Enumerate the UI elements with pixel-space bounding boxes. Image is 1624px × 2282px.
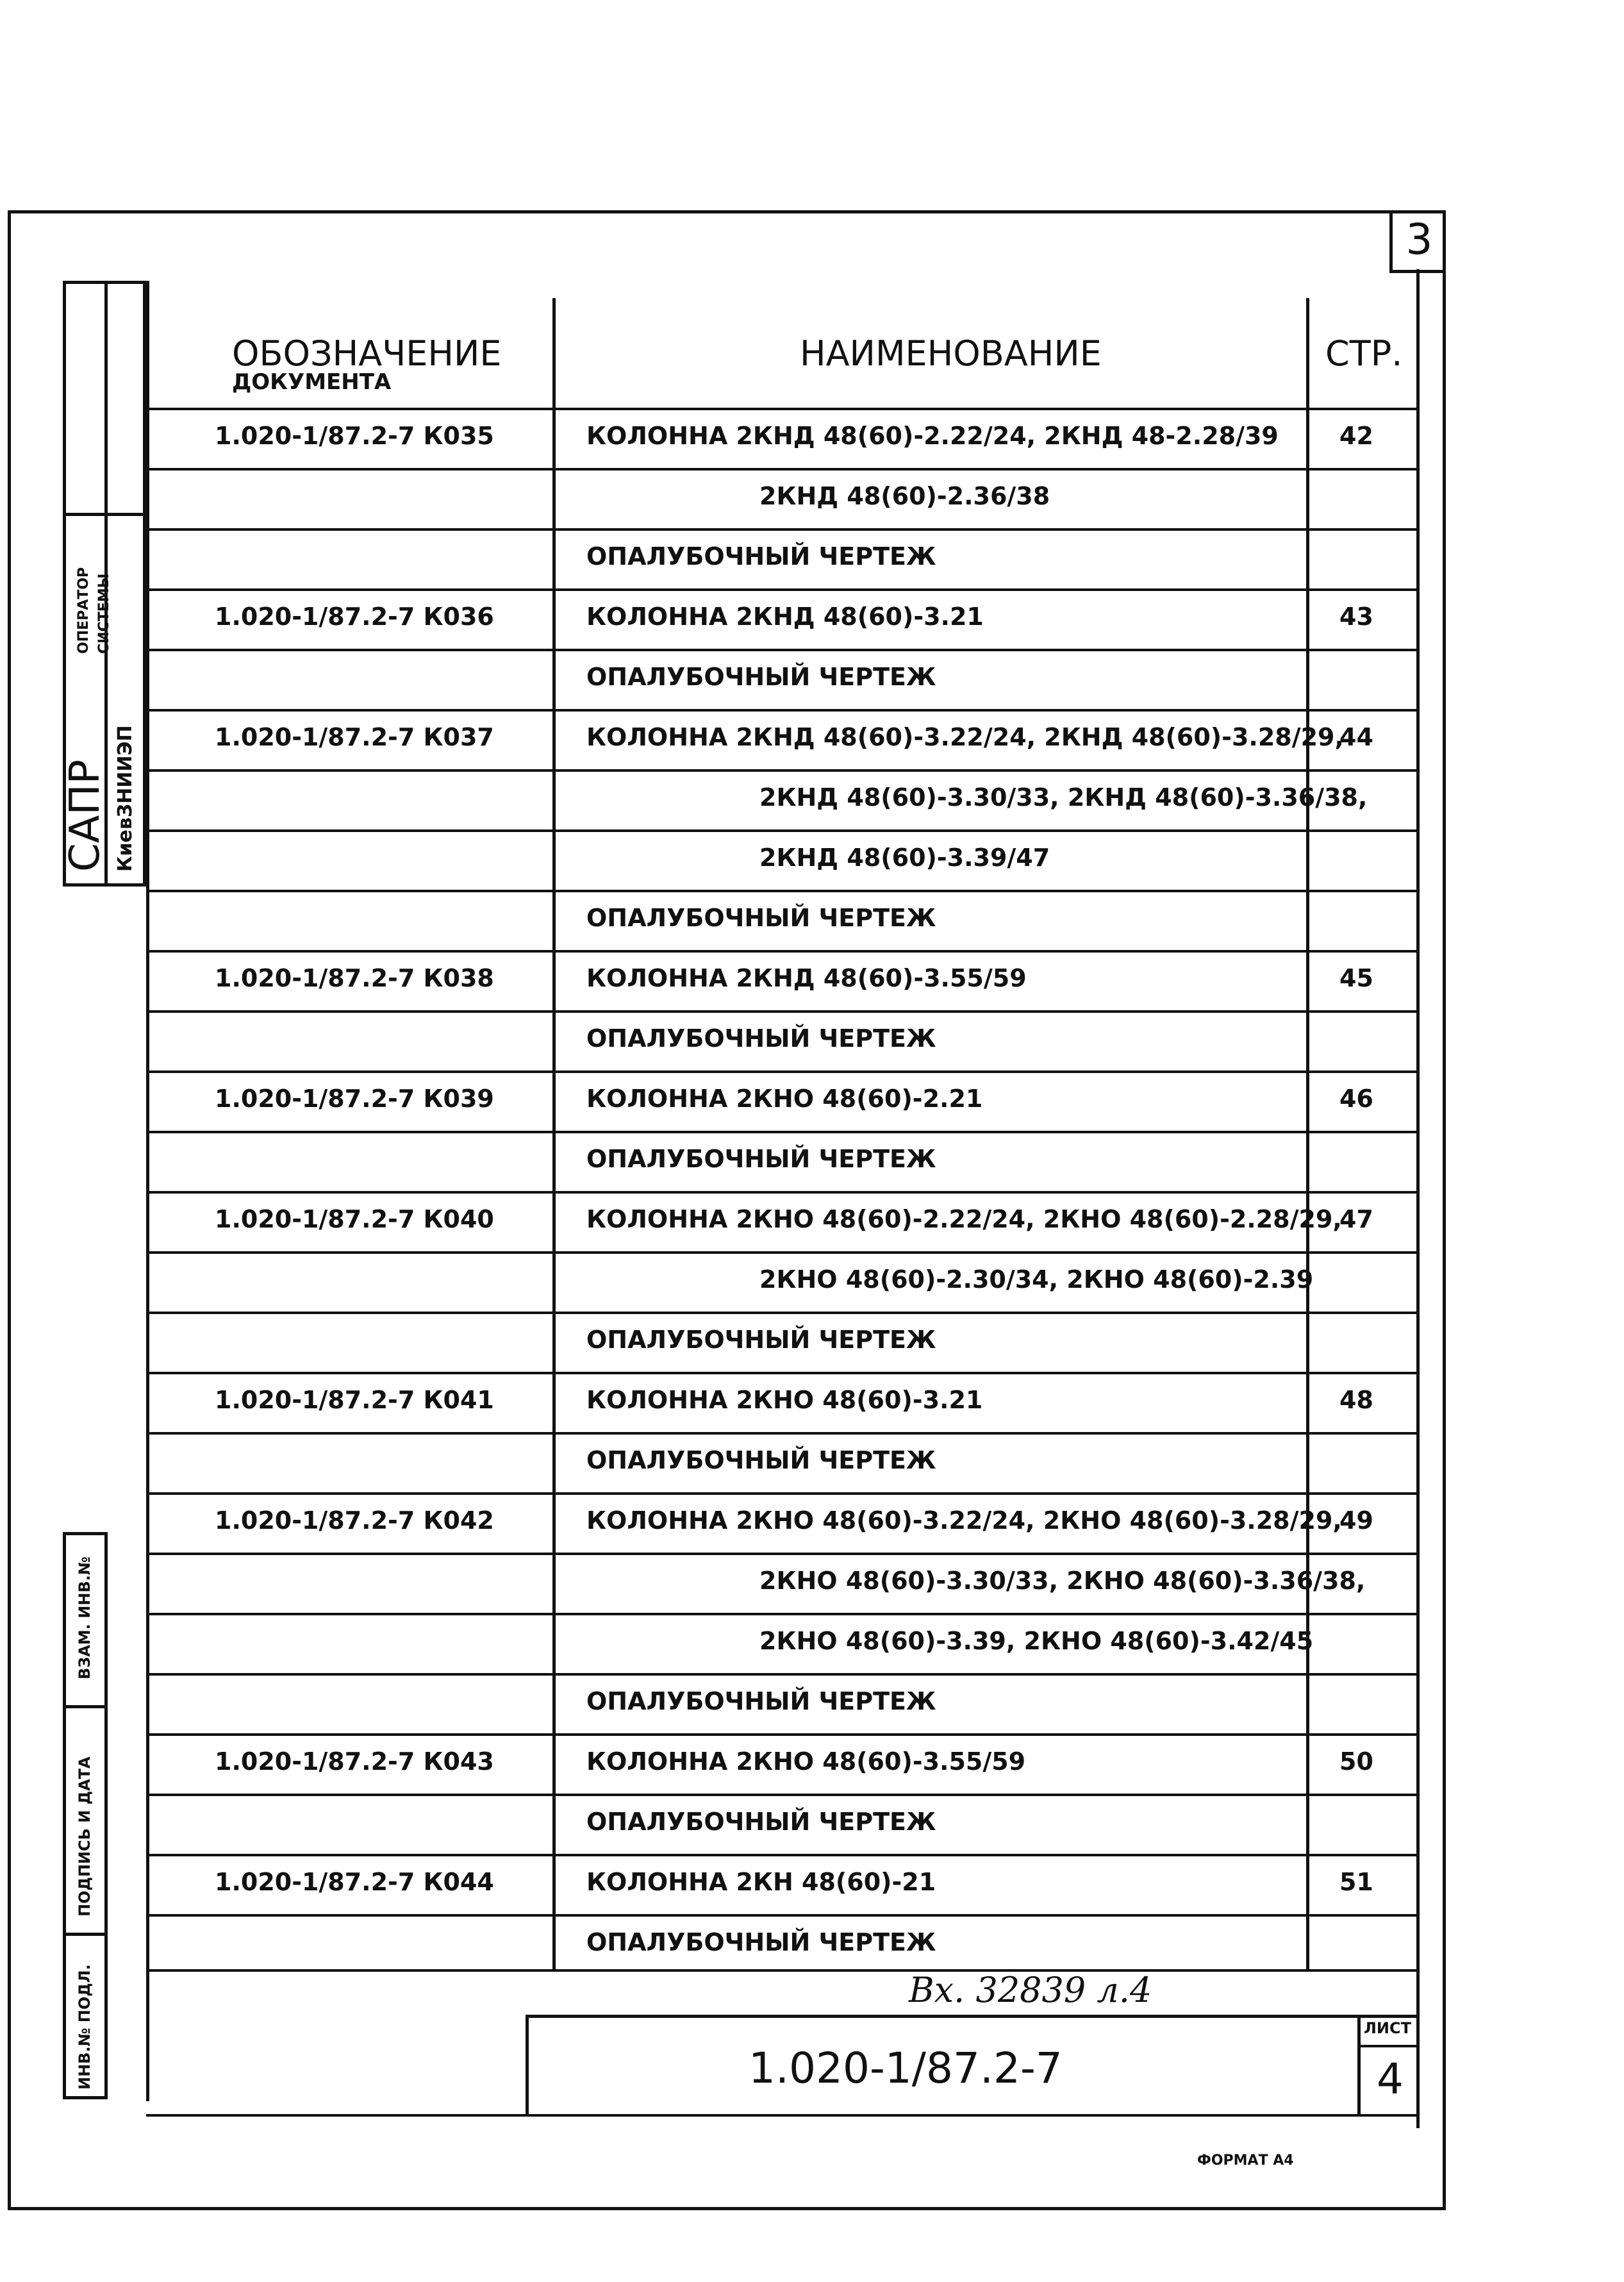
row-name: КОЛОННА 2КНД 48(60)-3.21: [586, 603, 984, 631]
row-name: КОЛОННА 2КНО 48(60)-3.55/59: [586, 1747, 1026, 1776]
row-separator: [146, 1131, 1419, 1133]
row-page: 51: [1339, 1868, 1373, 1896]
title-code: 1.020-1/87.2-7: [749, 2044, 1063, 2093]
row-name: КОЛОННА 2КНО 48(60)-3.22/24, 2КНО 48(60)-3.28/29,: [586, 1506, 1342, 1535]
header-doc-sub: ДОКУМЕНТА: [232, 369, 392, 395]
side-stamp-bottom-divider-2: [63, 1933, 108, 1936]
row-separator: [146, 1613, 1419, 1615]
row-separator: [146, 1733, 1419, 1736]
row-separator: [146, 1432, 1419, 1435]
row-doc-code: 1.020-1/87.2-7 К036: [215, 603, 494, 631]
row-doc-code: 1.020-1/87.2-7 К038: [215, 964, 494, 992]
row-name: ОПАЛУБОЧНЫЙ ЧЕРТЕЖ: [586, 663, 936, 691]
row-separator: [146, 588, 1419, 591]
row-separator: [146, 468, 1419, 471]
sapr-label: САПР: [62, 759, 109, 872]
row-name: КОЛОННА 2КНД 48(60)-3.55/59: [586, 964, 1027, 992]
row-separator: [146, 1070, 1419, 1073]
operator-label: ОПЕРАТОР: [76, 567, 92, 654]
row-doc-code: 1.020-1/87.2-7 К043: [215, 1747, 494, 1776]
inv-label: ИНВ.№ ПОДЛ.: [76, 1964, 94, 2090]
row-doc-code: 1.020-1/87.2-7 К041: [215, 1386, 494, 1414]
row-page: 45: [1339, 964, 1373, 992]
row-page: 42: [1339, 422, 1373, 450]
handwritten-note: Вх. 32839 л.4: [909, 1970, 1152, 2010]
row-name: КОЛОННА 2КНО 48(60)-2.21: [586, 1085, 983, 1113]
row-separator: [146, 649, 1419, 651]
row-name: 2КНО 48(60)-3.39, 2КНО 48(60)-3.42/45: [759, 1627, 1314, 1655]
header-page: СТР.: [1325, 333, 1403, 374]
row-name: 2КНО 48(60)-3.30/33, 2КНО 48(60)-3.36/38,: [759, 1567, 1366, 1595]
row-page: 49: [1339, 1506, 1373, 1535]
row-name: ОПАЛУБОЧНЫЙ ЧЕРТЕЖ: [586, 1687, 936, 1715]
row-name: ОПАЛУБОЧНЫЙ ЧЕРТЕЖ: [586, 904, 936, 932]
row-name: ОПАЛУБОЧНЫЙ ЧЕРТЕЖ: [586, 1145, 936, 1173]
row-name: 2КНО 48(60)-2.30/34, 2КНО 48(60)-2.39: [759, 1265, 1314, 1294]
sheet-number: 4: [1377, 2054, 1404, 2104]
row-name: ОПАЛУБОЧНЫЙ ЧЕРТЕЖ: [586, 1928, 936, 1956]
system-label: СИСТЕМЫ: [96, 573, 112, 654]
side-stamp-bottom-divider-1: [63, 1705, 108, 1708]
row-separator: [146, 709, 1419, 712]
page-number: 3: [1389, 210, 1446, 273]
row-separator: [146, 1191, 1419, 1194]
row-name: ОПАЛУБОЧНЫЙ ЧЕРТЕЖ: [586, 1326, 936, 1354]
row-name: ОПАЛУБОЧНЫЙ ЧЕРТЕЖ: [586, 1024, 936, 1053]
row-separator: [146, 1794, 1419, 1796]
header-doc: ОБОЗНАЧЕНИЕ: [232, 333, 502, 374]
header-name: НАИМЕНОВАНИЕ: [800, 333, 1102, 374]
row-separator: [146, 1010, 1419, 1013]
row-name: ОПАЛУБОЧНЫЙ ЧЕРТЕЖ: [586, 1446, 936, 1474]
row-separator: [146, 829, 1419, 832]
row-separator: [146, 1854, 1419, 1856]
sheet-box-divider: [1357, 2045, 1419, 2047]
row-name: КОЛОННА 2КНД 48(60)-3.22/24, 2КНД 48(60)-3.28/29,: [586, 723, 1344, 751]
row-page: 44: [1339, 723, 1373, 751]
row-name: 2КНД 48(60)-3.30/33, 2КНД 48(60)-3.36/38,: [759, 783, 1368, 812]
org-label: КиевЗНИИЭП: [114, 725, 137, 872]
row-page: 48: [1339, 1386, 1373, 1414]
table-col-divider-1: [552, 298, 556, 1971]
row-page: 50: [1339, 1747, 1373, 1776]
row-separator: [146, 1673, 1419, 1676]
row-page: 47: [1339, 1205, 1373, 1233]
row-name: ОПАЛУБОЧНЫЙ ЧЕРТЕЖ: [586, 542, 936, 570]
row-separator: [146, 408, 1419, 410]
row-separator: [146, 769, 1419, 772]
row-separator: [146, 528, 1419, 531]
row-separator: [146, 1492, 1419, 1495]
row-name: КОЛОННА 2КНО 48(60)-3.21: [586, 1386, 983, 1414]
row-doc-code: 1.020-1/87.2-7 К035: [215, 422, 494, 450]
row-separator: [146, 1372, 1419, 1374]
row-name: 2КНД 48(60)-2.36/38: [759, 482, 1050, 510]
row-page: 46: [1339, 1085, 1373, 1113]
row-separator: [146, 1251, 1419, 1254]
vzam-label: ВЗАМ. ИНВ.№: [76, 1556, 94, 1679]
row-page: 43: [1339, 603, 1373, 631]
row-name: КОЛОННА 2КН 48(60)-21: [586, 1868, 936, 1896]
row-doc-code: 1.020-1/87.2-7 К040: [215, 1205, 494, 1233]
podpis-label: ПОДПИСЬ И ДАТА: [76, 1756, 94, 1917]
row-separator: [146, 1312, 1419, 1314]
sheet-label: ЛИСТ: [1364, 2019, 1412, 2037]
row-separator: [146, 890, 1419, 892]
row-name: 2КНД 48(60)-3.39/47: [759, 844, 1050, 872]
table-col-divider-2: [1306, 298, 1309, 1971]
row-name: ОПАЛУБОЧНЫЙ ЧЕРТЕЖ: [586, 1808, 936, 1836]
row-separator: [146, 950, 1419, 953]
row-separator: [146, 1914, 1419, 1917]
row-doc-code: 1.020-1/87.2-7 К042: [215, 1506, 494, 1535]
table-border-right: [1416, 269, 1420, 2128]
row-name: КОЛОННА 2КНД 48(60)-2.22/24, 2КНД 48-2.28/39: [586, 422, 1279, 450]
row-name: КОЛОННА 2КНО 48(60)-2.22/24, 2КНО 48(60)-2.28/29,: [586, 1205, 1342, 1233]
format-label: ФОРМАТ А4: [1197, 2153, 1294, 2169]
row-doc-code: 1.020-1/87.2-7 К037: [215, 723, 494, 751]
row-separator: [146, 1553, 1419, 1555]
row-doc-code: 1.020-1/87.2-7 К044: [215, 1868, 494, 1896]
row-doc-code: 1.020-1/87.2-7 К039: [215, 1085, 494, 1113]
table-bottom-line: [146, 1969, 1419, 1972]
